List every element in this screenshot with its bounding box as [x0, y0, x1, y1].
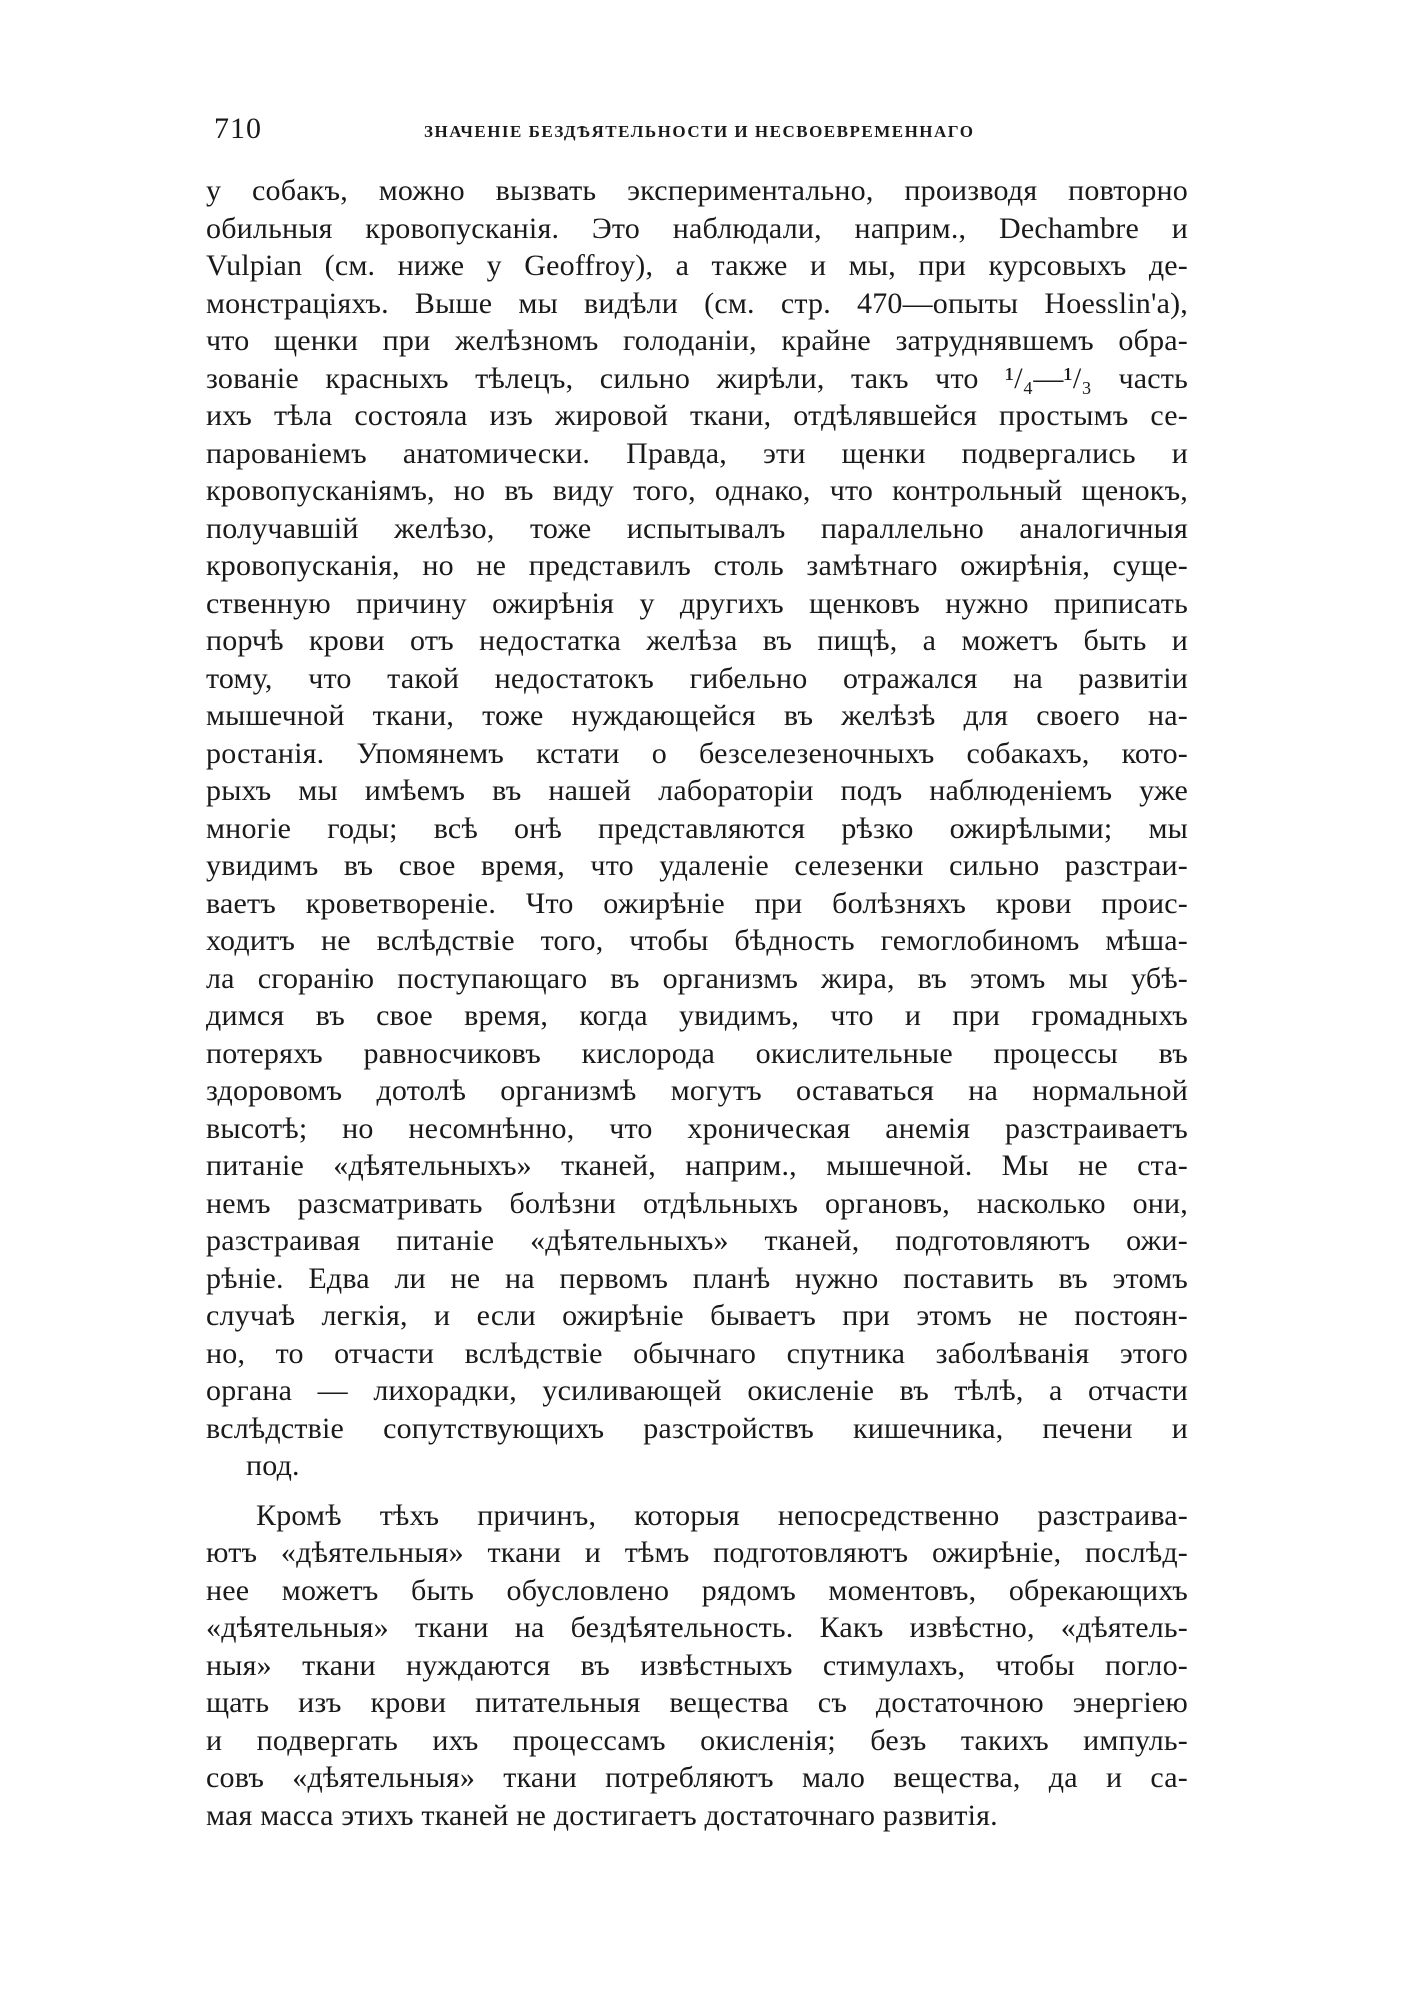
text-line: разстраивая питаніе «дѣятельныхъ» тканей, подготовляютъ ожи-	[206, 1224, 1188, 1257]
text-line: кровопусканія, но не представилъ столь замѣтнаго ожирѣнія, суще-	[206, 549, 1188, 582]
text-line: органа — лихорадки, усиливающей окисленіе въ тѣлѣ, а отчасти	[206, 1374, 1188, 1407]
text-line: ваетъ кроветвореніе. Что ожирѣніе при болѣзняхъ крови проис-	[206, 886, 1188, 920]
text-line: кровопусканіямъ, но въ виду того, однако, что контрольный щенокъ,	[206, 474, 1188, 507]
text-line: ла сгоранію поступающаго въ организмъ жира, въ этомъ мы убѣ-	[206, 961, 1188, 995]
text-line: ютъ «дѣятельныя» ткани и тѣмъ подготовляютъ ожирѣніе, послѣд-	[206, 1536, 1188, 1569]
text-line: мая масса этихъ тканей не достигаетъ достаточнаго развитія.	[206, 1798, 998, 1832]
body-text	[206, 172, 1188, 1834]
text-line: случаѣ легкія, и если ожирѣніе бываетъ при этомъ не постоян-	[206, 1299, 1188, 1332]
text-line: совъ «дѣятельныя» ткани потребляютъ мало вещества, да и са-	[206, 1761, 1188, 1794]
text-line: потеряхъ равносчиковъ кислорода окислительные процессы въ	[206, 1036, 1188, 1070]
text-line: здоровомъ дотолѣ организмѣ могутъ оставаться на нормальной	[206, 1074, 1188, 1107]
text-line: ходитъ не вслѣдствіе того, чтобы бѣдность гемоглобиномъ мѣша-	[206, 924, 1188, 957]
paragraph-gap	[206, 1485, 1188, 1497]
text-line: «дѣятельныя» ткани на бездѣятельность. Какъ извѣстно, «дѣятель-	[206, 1611, 1188, 1644]
text-line: парованіемъ анатомически. Правда, эти щенки подвергались и	[206, 436, 1188, 470]
page-header	[214, 112, 1194, 148]
text-line: получавшій желѣзо, тоже испытывалъ параллельно аналогичныя	[206, 511, 1188, 545]
text-line: но, то отчасти вслѣдствіе обычнаго спутника заболѣванія этого	[206, 1336, 1188, 1370]
text-line: многіе годы; всѣ онѣ представляются рѣзко ожирѣлыми; мы	[206, 811, 1188, 845]
paragraph-1	[206, 172, 1188, 1485]
text-line: ихъ тѣла состояла изъ жировой ткани, отдѣлявшейся простымъ се-	[206, 399, 1188, 432]
text-line: Vulpian (см. ниже у Geoffroy), а также и мы, при курсовыхъ де-	[206, 249, 1188, 282]
text-line: у собакъ, можно вызвать экспериментально, производя повторно	[206, 174, 1188, 207]
text-line: порчѣ крови отъ недостатка желѣза въ пищѣ, а можетъ быть и	[206, 624, 1188, 657]
text-line: мышечной ткани, тоже нуждающейся въ желѣзѣ для своего на-	[206, 699, 1188, 732]
page-number: 710	[214, 112, 262, 145]
text-line: нее можетъ быть обусловлено рядомъ моментовъ, обрекающихъ	[206, 1573, 1188, 1607]
text-line: обильныя кровопусканія. Это наблюдали, наприм., Dechambre и	[206, 211, 1188, 245]
text-line: что щенки при желѣзномъ голоданіи, крайне затруднявшемъ обра-	[206, 324, 1188, 357]
text-line: рѣніе. Едва ли не на первомъ планѣ нужно поставить въ этомъ	[206, 1261, 1188, 1295]
text-line: димся въ свое время, когда увидимъ, что и при громадныхъ	[206, 999, 1188, 1032]
text-line: тому, что такой недостатокъ гибельно отражался на развитіи	[206, 661, 1188, 695]
text-line: ственную причину ожирѣнія у другихъ щенковъ нужно приписать	[206, 586, 1188, 620]
text-line: зованіе красныхъ тѣлецъ, сильно жирѣли, такъ что ¹/₄—¹/₃ часть	[206, 361, 1188, 395]
text-line: Кромѣ тѣхъ причинъ, которыя непосредственно разстраива-	[256, 1498, 1188, 1532]
text-line: ростанія. Упомянемъ кстати о безселезеночныхъ собакахъ, кото-	[206, 736, 1188, 770]
text-line: немъ разсматривать болѣзни отдѣльныхъ органовъ, насколько они,	[206, 1186, 1188, 1220]
text-line: под.	[246, 1449, 300, 1482]
text-line: питаніе «дѣятельныхъ» тканей, наприм., мышечной. Мы не ста-	[206, 1149, 1188, 1182]
text-line: высотѣ; но несомнѣнно, что хроническая анемія разстраиваетъ	[206, 1111, 1188, 1145]
text-line: и подвергать ихъ процессамъ окисленія; безъ такихъ импуль-	[206, 1723, 1188, 1757]
paragraph-2	[206, 1497, 1188, 1835]
running-head: ЗНАЧЕНІЕ БЕЗДѢЯТЕЛЬНОСТИ И НЕСВОЕВРЕМЕННАГО	[424, 122, 975, 141]
text-line: щать изъ крови питательныя вещества съ достаточною энергіею	[206, 1686, 1188, 1719]
text-line: вслѣдствіе сопутствующихъ разстройствъ кишечника, печени и	[206, 1411, 1188, 1445]
text-line: монстраціяхъ. Выше мы видѣли (см. стр. 470—опыты Hoesslin'a),	[206, 286, 1188, 320]
text-line: увидимъ въ свое время, что удаленіе селезенки сильно разстраи-	[206, 849, 1188, 882]
text-line: рыхъ мы имѣемъ въ нашей лабораторіи подъ наблюденіемъ уже	[206, 774, 1188, 807]
text-line: ныя» ткани нуждаются въ извѣстныхъ стимулахъ, чтобы погло-	[206, 1648, 1188, 1682]
